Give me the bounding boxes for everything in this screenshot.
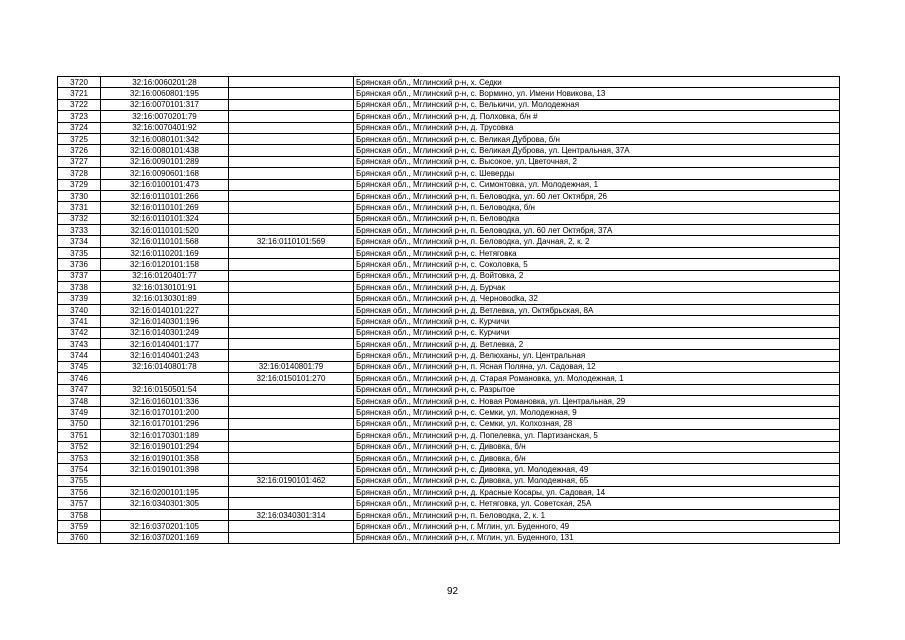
table-row xyxy=(58,190,840,201)
cadastral-number-cell: 32:16:0120401:77 xyxy=(101,270,229,281)
related-cadastral-number-cell xyxy=(229,168,354,179)
row-number-cell: 3720 xyxy=(58,77,101,88)
row-number-cell: 3726 xyxy=(58,145,101,156)
table-row xyxy=(58,225,840,236)
related-cadastral-number-cell xyxy=(229,418,354,429)
related-cadastral-number-cell xyxy=(229,304,354,315)
row-number-cell: 3725 xyxy=(58,133,101,144)
cadastral-number-cell: 32:16:0200101:195 xyxy=(101,487,229,498)
row-number-cell: 3731 xyxy=(58,202,101,213)
address-cell: Брянская обл., Мглинский р-н, с. Вормино, ул. Имени Новикова, 13 xyxy=(354,88,840,99)
address-cell: Брянская обл., Мглинский р-н, с. Соколовка, 5 xyxy=(354,259,840,270)
related-cadastral-number-cell xyxy=(229,122,354,133)
cadastral-number-cell: 32:16:0110101:568 xyxy=(101,236,229,247)
address-cell: Брянская обл., Мглинский р-н, д. Старая Романовка, ул. Молодежная, 1 xyxy=(354,373,840,384)
cadastral-number-cell: 32:16:0140101:227 xyxy=(101,304,229,315)
table-row xyxy=(58,487,840,498)
row-number-cell: 3757 xyxy=(58,498,101,509)
row-number-cell: 3736 xyxy=(58,259,101,270)
related-cadastral-number-cell xyxy=(229,225,354,236)
cadastral-number-cell: 32:16:0170101:200 xyxy=(101,407,229,418)
cadastral-number-cell: 32:16:0160101:336 xyxy=(101,395,229,406)
address-cell: Брянская обл., Мглинский р-н, д. Бурчак xyxy=(354,282,840,293)
cadastral-number-cell: 32:16:0140801:78 xyxy=(101,361,229,372)
related-cadastral-number-cell xyxy=(229,464,354,475)
address-cell: Брянская обл., Мглинский р-н, с. Семки, ул. Колхозная, 28 xyxy=(354,418,840,429)
cadastral-number-cell: 32:16:0110101:520 xyxy=(101,225,229,236)
row-number-cell: 3721 xyxy=(58,88,101,99)
row-number-cell: 3760 xyxy=(58,532,101,543)
table-row xyxy=(58,395,840,406)
cadastral-number-cell: 32:16:0340301:305 xyxy=(101,498,229,509)
address-cell: Брянская обл., Мглинский р-н, с. Великая Дуброва, б/н xyxy=(354,133,840,144)
address-cell: Брянская обл., Мглинский р-н, с. Новая Романовка, ул. Центральная, 29 xyxy=(354,395,840,406)
table-row xyxy=(58,99,840,110)
page-number: 92 xyxy=(446,586,459,597)
cadastral-number-cell: 32:16:0090101:289 xyxy=(101,156,229,167)
table-row xyxy=(58,270,840,281)
address-cell: Брянская обл., Мглинский р-н, с. Курчичи xyxy=(354,316,840,327)
address-cell: Брянская обл., Мглинский р-н, г. Мглин, ул. Буденного, 131 xyxy=(354,532,840,543)
table-row xyxy=(58,441,840,452)
row-number-cell: 3729 xyxy=(58,179,101,190)
address-cell: Брянская обл., Мглинский р-н, п. Беловодка xyxy=(354,213,840,224)
table-row xyxy=(58,373,840,384)
row-number-cell: 3743 xyxy=(58,338,101,349)
table-row xyxy=(58,350,840,361)
table-row xyxy=(58,338,840,349)
cadastral-number-cell: 32:16:0170101:296 xyxy=(101,418,229,429)
related-cadastral-number-cell xyxy=(229,133,354,144)
cadastral-number-cell: 32:16:0140301:249 xyxy=(101,327,229,338)
row-number-cell: 3754 xyxy=(58,464,101,475)
row-number-cell: 3756 xyxy=(58,487,101,498)
row-number-cell: 3724 xyxy=(58,122,101,133)
table-row xyxy=(58,247,840,258)
row-number-cell: 3750 xyxy=(58,418,101,429)
cadastral-number-cell: 32:16:0110201:169 xyxy=(101,247,229,258)
cadastral-number-cell: 32:16:0150501:54 xyxy=(101,384,229,395)
row-number-cell: 3730 xyxy=(58,190,101,201)
table-row xyxy=(58,361,840,372)
table-row xyxy=(58,384,840,395)
address-cell: Брянская обл., Мглинский р-н, с. Дивовка, б/н xyxy=(354,441,840,452)
cadastral-number-cell: 32:16:0190101:294 xyxy=(101,441,229,452)
cadastral-number-cell: 32:16:0070101:317 xyxy=(101,99,229,110)
address-cell: Брянская обл., Мглинский р-н, п. Беловодка, ул. Дачная, 2, к. 2 xyxy=(354,236,840,247)
related-cadastral-number-cell xyxy=(229,327,354,338)
table-row xyxy=(58,452,840,463)
address-cell: Брянская обл., Мглинский р-н, с. Семки, ул. Молодежная, 9 xyxy=(354,407,840,418)
cadastral-number-cell: 32:16:0370201:169 xyxy=(101,532,229,543)
table-row xyxy=(58,304,840,315)
address-cell: Брянская обл., Мглинский р-н, д. Велюханы, ул. Центральная xyxy=(354,350,840,361)
related-cadastral-number-cell: 32:16:0150101:270 xyxy=(229,373,354,384)
related-cadastral-number-cell: 32:16:0340301:314 xyxy=(229,509,354,520)
cadastral-number-cell: 32:16:0100101:473 xyxy=(101,179,229,190)
row-number-cell: 3746 xyxy=(58,373,101,384)
row-number-cell: 3740 xyxy=(58,304,101,315)
row-number-cell: 3737 xyxy=(58,270,101,281)
row-number-cell: 3727 xyxy=(58,156,101,167)
row-number-cell: 3739 xyxy=(58,293,101,304)
table-row xyxy=(58,509,840,520)
cadastral-number-cell: 32:16:0170301:189 xyxy=(101,430,229,441)
row-number-cell: 3755 xyxy=(58,475,101,486)
table-row xyxy=(58,156,840,167)
table-row xyxy=(58,316,840,327)
table-row xyxy=(58,430,840,441)
row-number-cell: 3748 xyxy=(58,395,101,406)
related-cadastral-number-cell xyxy=(229,202,354,213)
cadastral-number-cell: 32:16:0110101:324 xyxy=(101,213,229,224)
address-cell: Брянская обл., Мглинский р-н, д. Попелевка, ул. Партизанская, 5 xyxy=(354,430,840,441)
address-cell: Брянская обл., Мглинский р-н, с. Великая Дуброва, ул. Центральная, 37А xyxy=(354,145,840,156)
address-cell: Брянская обл., Мглинский р-н, с. Симонтовка, ул. Молодежная, 1 xyxy=(354,179,840,190)
table-row xyxy=(58,77,840,88)
related-cadastral-number-cell xyxy=(229,247,354,258)
table-row xyxy=(58,282,840,293)
related-cadastral-number-cell xyxy=(229,350,354,361)
row-number-cell: 3733 xyxy=(58,225,101,236)
table-row xyxy=(58,407,840,418)
address-cell: Брянская обл., Мглинский р-н, с. Дивовка, ул. Молодежная, 65 xyxy=(354,475,840,486)
related-cadastral-number-cell xyxy=(229,395,354,406)
address-cell: Брянская обл., Мглинский р-н, д. Черновodka, 32 xyxy=(354,293,840,304)
address-cell: Брянская обл., Мглинский р-н, с. Шеверды xyxy=(354,168,840,179)
row-number-cell: 3745 xyxy=(58,361,101,372)
cadastral-number-cell xyxy=(101,475,229,486)
address-cell: Брянская обл., Мглинский р-н, п. Ясная Поляна, ул. Садовая, 12 xyxy=(354,361,840,372)
related-cadastral-number-cell xyxy=(229,145,354,156)
cadastral-number-cell: 32:16:0090601:168 xyxy=(101,168,229,179)
cadastral-number-cell: 32:16:0190101:358 xyxy=(101,452,229,463)
registry-table-body xyxy=(58,77,840,544)
row-number-cell: 3742 xyxy=(58,327,101,338)
related-cadastral-number-cell xyxy=(229,270,354,281)
related-cadastral-number-cell xyxy=(229,99,354,110)
table-row xyxy=(58,202,840,213)
address-cell: Брянская обл., Мглинский р-н, п. Беловодка, 2, к. 1 xyxy=(354,509,840,520)
cadastral-number-cell: 32:16:0140301:196 xyxy=(101,316,229,327)
row-number-cell: 3747 xyxy=(58,384,101,395)
cadastral-number-cell: 32:16:0080101:342 xyxy=(101,133,229,144)
related-cadastral-number-cell xyxy=(229,77,354,88)
related-cadastral-number-cell xyxy=(229,498,354,509)
address-cell: Брянская обл., Мглинский р-н, д. Трусовка xyxy=(354,122,840,133)
table-row xyxy=(58,498,840,509)
related-cadastral-number-cell xyxy=(229,213,354,224)
row-number-cell: 3735 xyxy=(58,247,101,258)
address-cell: Брянская обл., Мглинский р-н, с. Курчичи xyxy=(354,327,840,338)
row-number-cell: 3751 xyxy=(58,430,101,441)
address-cell: Брянская обл., Мглинский р-н, х. Седки xyxy=(354,77,840,88)
address-cell: Брянская обл., Мглинский р-н, г. Мглин, ул. Буденного, 49 xyxy=(354,521,840,532)
cadastral-number-cell: 32:16:0130101:91 xyxy=(101,282,229,293)
address-cell: Брянская обл., Мглинский р-н, с. Велькичи, ул. Молодежная xyxy=(354,99,840,110)
cadastral-number-cell: 32:16:0140401:243 xyxy=(101,350,229,361)
address-cell: Брянская обл., Мглинский р-н, с. Дивовка, ул. Молодежная, 49 xyxy=(354,464,840,475)
address-cell: Брянская обл., Мглинский р-н, с. Нетяговка, ул. Советская, 25А xyxy=(354,498,840,509)
row-number-cell: 3732 xyxy=(58,213,101,224)
table-row xyxy=(58,88,840,99)
related-cadastral-number-cell xyxy=(229,452,354,463)
address-cell: Брянская обл., Мглинский р-н, с. Дивовка, б/н xyxy=(354,452,840,463)
table-row xyxy=(58,168,840,179)
cadastral-number-cell: 32:16:0190101:398 xyxy=(101,464,229,475)
related-cadastral-number-cell xyxy=(229,441,354,452)
related-cadastral-number-cell xyxy=(229,521,354,532)
table-row xyxy=(58,213,840,224)
related-cadastral-number-cell xyxy=(229,338,354,349)
row-number-cell: 3738 xyxy=(58,282,101,293)
table-row xyxy=(58,179,840,190)
table-row xyxy=(58,521,840,532)
related-cadastral-number-cell xyxy=(229,156,354,167)
related-cadastral-number-cell xyxy=(229,190,354,201)
table-row xyxy=(58,133,840,144)
table-row xyxy=(58,464,840,475)
cadastral-number-cell: 32:16:0060201:28 xyxy=(101,77,229,88)
table-row xyxy=(58,418,840,429)
table-row xyxy=(58,327,840,338)
related-cadastral-number-cell xyxy=(229,293,354,304)
row-number-cell: 3759 xyxy=(58,521,101,532)
address-cell: Брянская обл., Мглинский р-н, п. Беловодка, ул. 60 лет Октября, 37А xyxy=(354,225,840,236)
cadastral-number-cell xyxy=(101,373,229,384)
row-number-cell: 3723 xyxy=(58,111,101,122)
row-number-cell: 3758 xyxy=(58,509,101,520)
cadastral-number-cell: 32:16:0070401:92 xyxy=(101,122,229,133)
cadastral-number-cell: 32:16:0080101:438 xyxy=(101,145,229,156)
related-cadastral-number-cell: 32:16:0140801:79 xyxy=(229,361,354,372)
address-cell: Брянская обл., Мглинский р-н, д. Ветлевка, ул. Октябрьская, 8А xyxy=(354,304,840,315)
row-number-cell: 3752 xyxy=(58,441,101,452)
cadastral-number-cell: 32:16:0110101:266 xyxy=(101,190,229,201)
cadastral-number-cell xyxy=(101,509,229,520)
cadastral-number-cell: 32:16:0110101:269 xyxy=(101,202,229,213)
cadastral-number-cell: 32:16:0130301:89 xyxy=(101,293,229,304)
cadastral-number-cell: 32:16:0070201:79 xyxy=(101,111,229,122)
table-row xyxy=(58,145,840,156)
table-row xyxy=(58,293,840,304)
row-number-cell: 3741 xyxy=(58,316,101,327)
address-cell: Брянская обл., Мглинский р-н, д. Ветлевка, 2 xyxy=(354,338,840,349)
related-cadastral-number-cell xyxy=(229,282,354,293)
table-row xyxy=(58,122,840,133)
related-cadastral-number-cell xyxy=(229,259,354,270)
cadastral-number-cell: 32:16:0140401:177 xyxy=(101,338,229,349)
address-cell: Брянская обл., Мглинский р-н, п. Беловодка, б/н xyxy=(354,202,840,213)
address-cell: Брянская обл., Мглинский р-н, п. Беловодка, ул. 60 лет Октября, 26 xyxy=(354,190,840,201)
cadastral-number-cell: 32:16:0120101:158 xyxy=(101,259,229,270)
address-cell: Брянская обл., Мглинский р-н, д. Полховка, б/н # xyxy=(354,111,840,122)
related-cadastral-number-cell xyxy=(229,487,354,498)
row-number-cell: 3734 xyxy=(58,236,101,247)
row-number-cell: 3744 xyxy=(58,350,101,361)
row-number-cell: 3728 xyxy=(58,168,101,179)
table-row xyxy=(58,111,840,122)
address-cell: Брянская обл., Мглинский р-н, с. Разрытое xyxy=(354,384,840,395)
related-cadastral-number-cell xyxy=(229,384,354,395)
cadastral-number-cell: 32:16:0060801:195 xyxy=(101,88,229,99)
row-number-cell: 3753 xyxy=(58,452,101,463)
related-cadastral-number-cell xyxy=(229,88,354,99)
table-row xyxy=(58,532,840,543)
related-cadastral-number-cell xyxy=(229,316,354,327)
table-row xyxy=(58,236,840,247)
related-cadastral-number-cell: 32:16:0190101:462 xyxy=(229,475,354,486)
address-cell: Брянская обл., Мглинский р-н, с. Высокое, ул. Цветочная, 2 xyxy=(354,156,840,167)
cadastral-number-cell: 32:16:0370201:105 xyxy=(101,521,229,532)
related-cadastral-number-cell xyxy=(229,532,354,543)
address-cell: Брянская обл., Мглинский р-н, д. Войтовка, 2 xyxy=(354,270,840,281)
table-row xyxy=(58,259,840,270)
row-number-cell: 3749 xyxy=(58,407,101,418)
address-cell: Брянская обл., Мглинский р-н, с. Нетяговка xyxy=(354,247,840,258)
row-number-cell: 3722 xyxy=(58,99,101,110)
address-cell: Брянская обл., Мглинский р-н, д. Красные Косары, ул. Садовая, 14 xyxy=(354,487,840,498)
related-cadastral-number-cell: 32:16:0110101:569 xyxy=(229,236,354,247)
related-cadastral-number-cell xyxy=(229,111,354,122)
related-cadastral-number-cell xyxy=(229,179,354,190)
related-cadastral-number-cell xyxy=(229,407,354,418)
registry-table xyxy=(57,76,840,544)
related-cadastral-number-cell xyxy=(229,430,354,441)
table-row xyxy=(58,475,840,486)
